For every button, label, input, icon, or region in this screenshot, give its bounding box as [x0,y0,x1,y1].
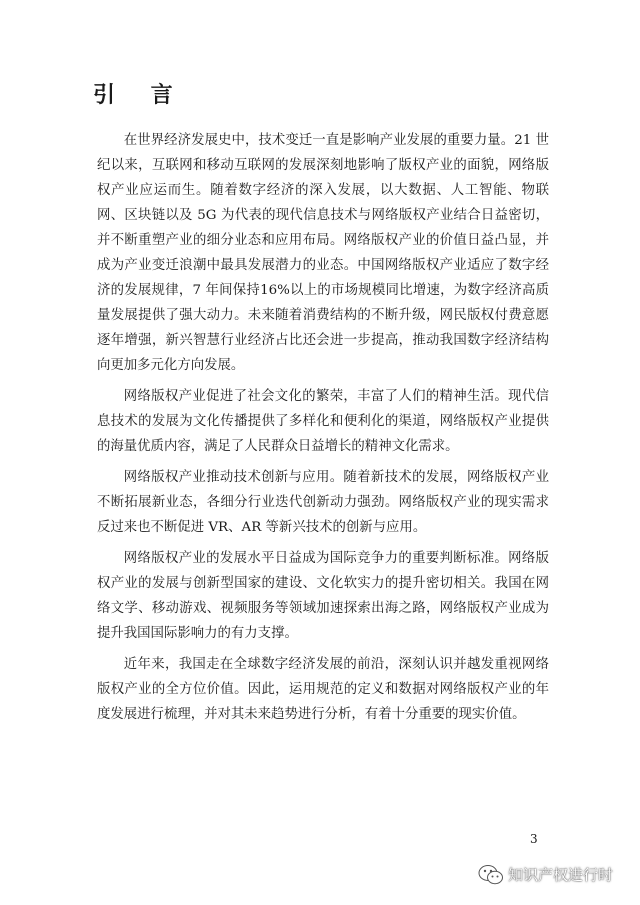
paragraph-3: 网络版权产业推动技术创新与应用。随着新技术的发展，网络版权产业不断拓展新业态，各细分行业迭代创新动力强劲。网络版权产业的现实需求反过来也不断促进 VR、AR 等新兴技术的创新与应用。 [97,470,549,535]
paragraph-5: 近年来，我国走在全球数字经济发展的前沿，深刻认识并越发重视网络版权产业的全方位价值。因此，运用规范的定义和数据对网络版权产业的年度发展进行梳理，并对其未来趋势进行分析，有着十分重要的现实价值。 [97,657,549,722]
watermark [478,862,613,888]
page-heading: 引 言 [93,82,187,108]
body-text [97,128,549,733]
wechat-icon [478,864,504,886]
watermark-text: 知识产权进行时 [508,866,614,884]
paragraph-2: 网络版权产业促进了社会文化的繁荣，丰富了人们的精神生活。现代信息技术的发展为文化传播提供了多样化和便利化的渠道，网络版权产业提供的海量优质内容，满足了人民群众日益增长的精神文化需求。 [97,389,549,454]
paragraph-1: 在世界经济发展史中，技术变迁一直是影响产业发展的重要力量。21 世纪以来，互联网和移动互联网的发展深刻地影响了版权产业的面貌，网络版权产业应运而生。随着数字经济的深入发展，以大数据、人工智能、物联网、区块链以及 5G 为代表的现代信息技术与网络版权产业结合日益密切，并不断重塑产业的细分业态和应用布局。网络版权产业的价值日益凸显，并成为产业变迁浪潮中最具发展潜力的业态。中国网络版权产业适应了数字经济的发展规律，7 年间保持16%以上的市场规模同比增速，为数字经济高质量发展提供了强大动力。未来随着消费结构的不断升级，网民版权付费意愿逐年增强，新兴智慧行业经济占比还会进一步提高，推动我国数字经济结构向更加多元化方向发展。 [97,133,549,373]
paragraph-4: 网络版权产业的发展水平日益成为国际竞争力的重要判断标准。网络版权产业的发展与创新型国家的建设、文化软实力的提升密切相关。我国在网络文学、移动游戏、视频服务等领域加速探索出海之路，网络版权产业成为提升我国国际影响力的有力支撑。 [97,551,549,641]
page-number: 3 [530,832,538,846]
